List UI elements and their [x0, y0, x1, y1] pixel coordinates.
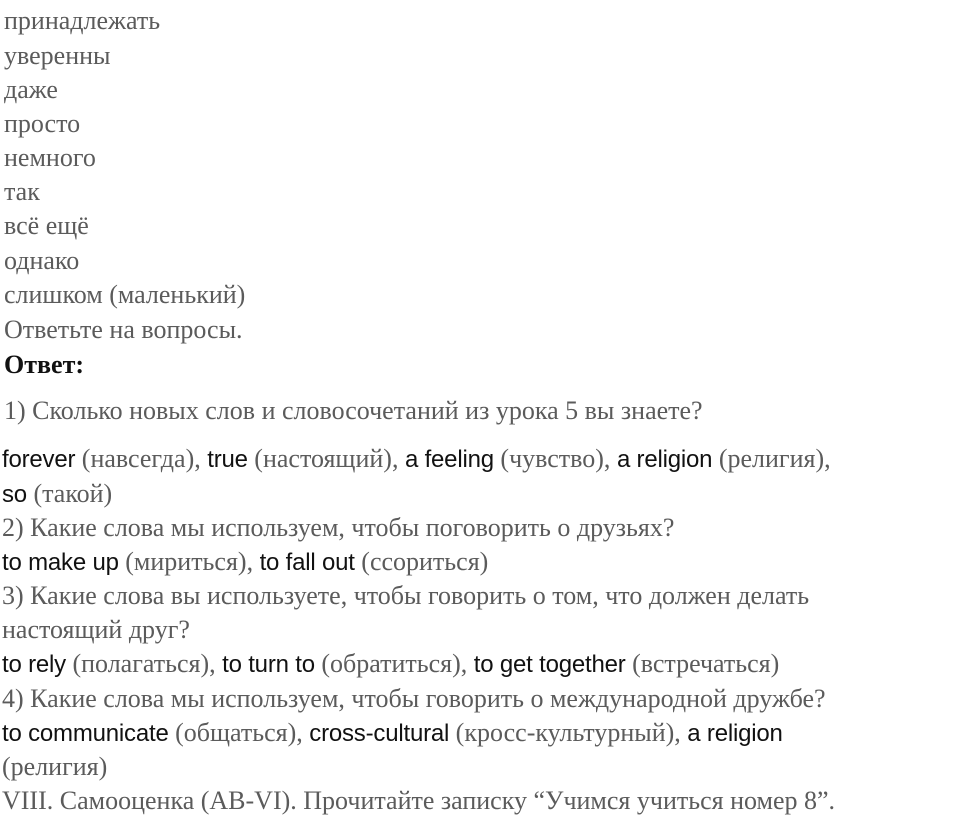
- translation: (мириться),: [118, 547, 260, 576]
- translation: (религия),: [712, 444, 831, 473]
- word-item: просто: [4, 109, 81, 138]
- answer-label: Ответ:: [4, 350, 85, 379]
- word-item: немного: [4, 143, 96, 172]
- english-term: to make up: [2, 549, 119, 576]
- instruction: Ответьте на вопросы.: [4, 315, 243, 344]
- word-item: так: [4, 177, 40, 206]
- translation: (ссориться): [354, 547, 489, 576]
- english-term: to turn to: [222, 651, 315, 678]
- word-item: принадлежать: [4, 6, 161, 35]
- english-term: a religion: [687, 720, 783, 747]
- translation: (такой): [26, 479, 113, 508]
- english-term: to get together: [473, 651, 626, 678]
- answer-4-line-2: (религия): [2, 752, 108, 781]
- question-4: 4) Какие слова мы используем, чтобы говорить о международной дружбе?: [2, 684, 826, 713]
- translation: (обратиться),: [314, 649, 474, 678]
- english-term: true: [207, 446, 248, 473]
- question-2: 2) Какие слова мы используем, чтобы поговорить о друзьях?: [2, 513, 675, 542]
- english-term: to rely: [2, 651, 66, 678]
- question-3-line-1: 3) Какие слова вы используете, чтобы говорить о том, что должен делать: [2, 581, 810, 610]
- footer-task: VIII. Самооценка (АВ-VI). Прочитайте записку “Учимся учиться номер 8”.: [2, 786, 836, 815]
- answer-3-line-1: [2, 647, 779, 682]
- answer-2-line-1: [2, 545, 488, 580]
- english-term: forever: [2, 446, 76, 473]
- word-item: всё ещё: [4, 211, 89, 240]
- answer-1-line-2: [2, 477, 112, 512]
- answer-4-line-1: [2, 716, 783, 751]
- english-term: a feeling: [404, 446, 494, 473]
- english-term: to communicate: [2, 720, 169, 747]
- english-term: a religion: [616, 446, 713, 473]
- english-term: cross-cultural: [309, 720, 450, 747]
- question-3-line-2: настоящий друг?: [2, 615, 190, 644]
- answer-1-line-1: [2, 442, 831, 477]
- word-item: уверенны: [4, 41, 111, 70]
- translation: (навсегда),: [75, 444, 208, 473]
- english-term: to fall out: [259, 549, 355, 576]
- word-item: однако: [4, 246, 80, 275]
- translation: (общаться),: [168, 718, 310, 747]
- question-1: 1) Сколько новых слов и словосочетаний из урока 5 вы знаете?: [4, 396, 703, 425]
- translation: (кросс-культурный),: [449, 718, 688, 747]
- translation: (полагаться),: [65, 649, 223, 678]
- word-item: даже: [4, 75, 58, 104]
- english-term: so: [2, 481, 27, 508]
- word-item: слишком (маленький): [4, 280, 246, 309]
- translation: (настоящий),: [247, 444, 405, 473]
- translation: (встречаться): [625, 649, 780, 678]
- translation: (чувство),: [493, 444, 617, 473]
